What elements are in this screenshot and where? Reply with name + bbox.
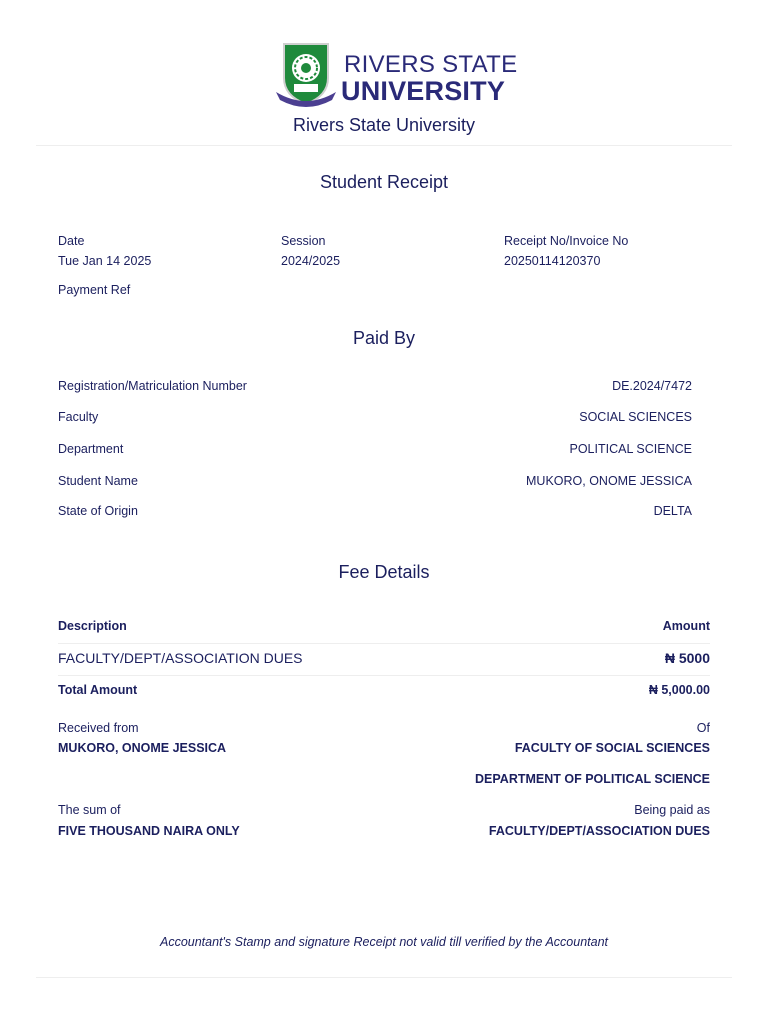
footer-divider [36,977,732,978]
fee-item-amount: ₦ 5000 [664,650,710,666]
total-amount-value: ₦ 5,000.00 [648,683,710,697]
being-paid-value: FACULTY/DEPT/ASSOCIATION DUES [488,824,710,838]
student-name-value: MUKORO, ONOME JESSICA [526,474,692,488]
receipt-no-label: Receipt No/Invoice No [504,234,629,248]
fee-item-description: FACULTY/DEPT/ASSOCIATION DUES [58,650,303,666]
registration-number-label: Registration/Matriculation Number [58,379,247,393]
receipt-title: Student Receipt [319,172,449,192]
of-faculty-value: FACULTY OF SOCIAL SCIENCES [514,741,710,755]
sum-label: The sum of [58,803,121,817]
fee-header-divider [58,643,710,644]
session-label: Session [281,234,326,248]
total-amount-label: Total Amount [58,683,138,697]
fee-item-divider [58,675,710,676]
department-label: Department [58,442,124,456]
of-label: Of [696,721,710,735]
header-divider [36,145,732,146]
logo-text-line1: RIVERS STATE [344,51,518,78]
received-from-label: Received from [58,721,139,735]
student-name-label: Student Name [58,474,138,488]
university-logo [274,40,518,110]
university-name: Rivers State University [292,115,476,135]
of-department-value: DEPARTMENT OF POLITICAL SCIENCE [475,772,710,786]
logo-text-line2: UNIVERSITY [341,76,506,106]
receipt-no-value: 20250114120370 [504,254,601,268]
description-header: Description [58,619,127,633]
department-value: POLITICAL SCIENCE [569,442,692,456]
sum-value: FIVE THOUSAND NAIRA ONLY [58,824,240,838]
date-value: Tue Jan 14 2025 [58,254,152,268]
payment-ref-label: Payment Ref [58,283,131,297]
registration-number-value: DE.2024/7472 [612,379,692,393]
state-of-origin-value: DELTA [653,504,692,518]
amount-header: Amount [662,619,710,633]
being-paid-label: Being paid as [634,803,710,817]
paid-by-title: Paid By [352,328,416,348]
university-crest-icon [274,40,338,110]
date-label: Date [58,234,85,248]
faculty-label: Faculty [58,410,99,424]
state-of-origin-label: State of Origin [58,504,138,518]
fee-details-title: Fee Details [338,562,430,582]
received-from-value: MUKORO, ONOME JESSICA [58,741,227,755]
accountant-verification-note: Accountant's Stamp and signature Receipt not valid till verified by the Accountant [159,935,608,949]
session-value: 2024/2025 [281,254,341,268]
faculty-value: SOCIAL SCIENCES [579,410,692,424]
